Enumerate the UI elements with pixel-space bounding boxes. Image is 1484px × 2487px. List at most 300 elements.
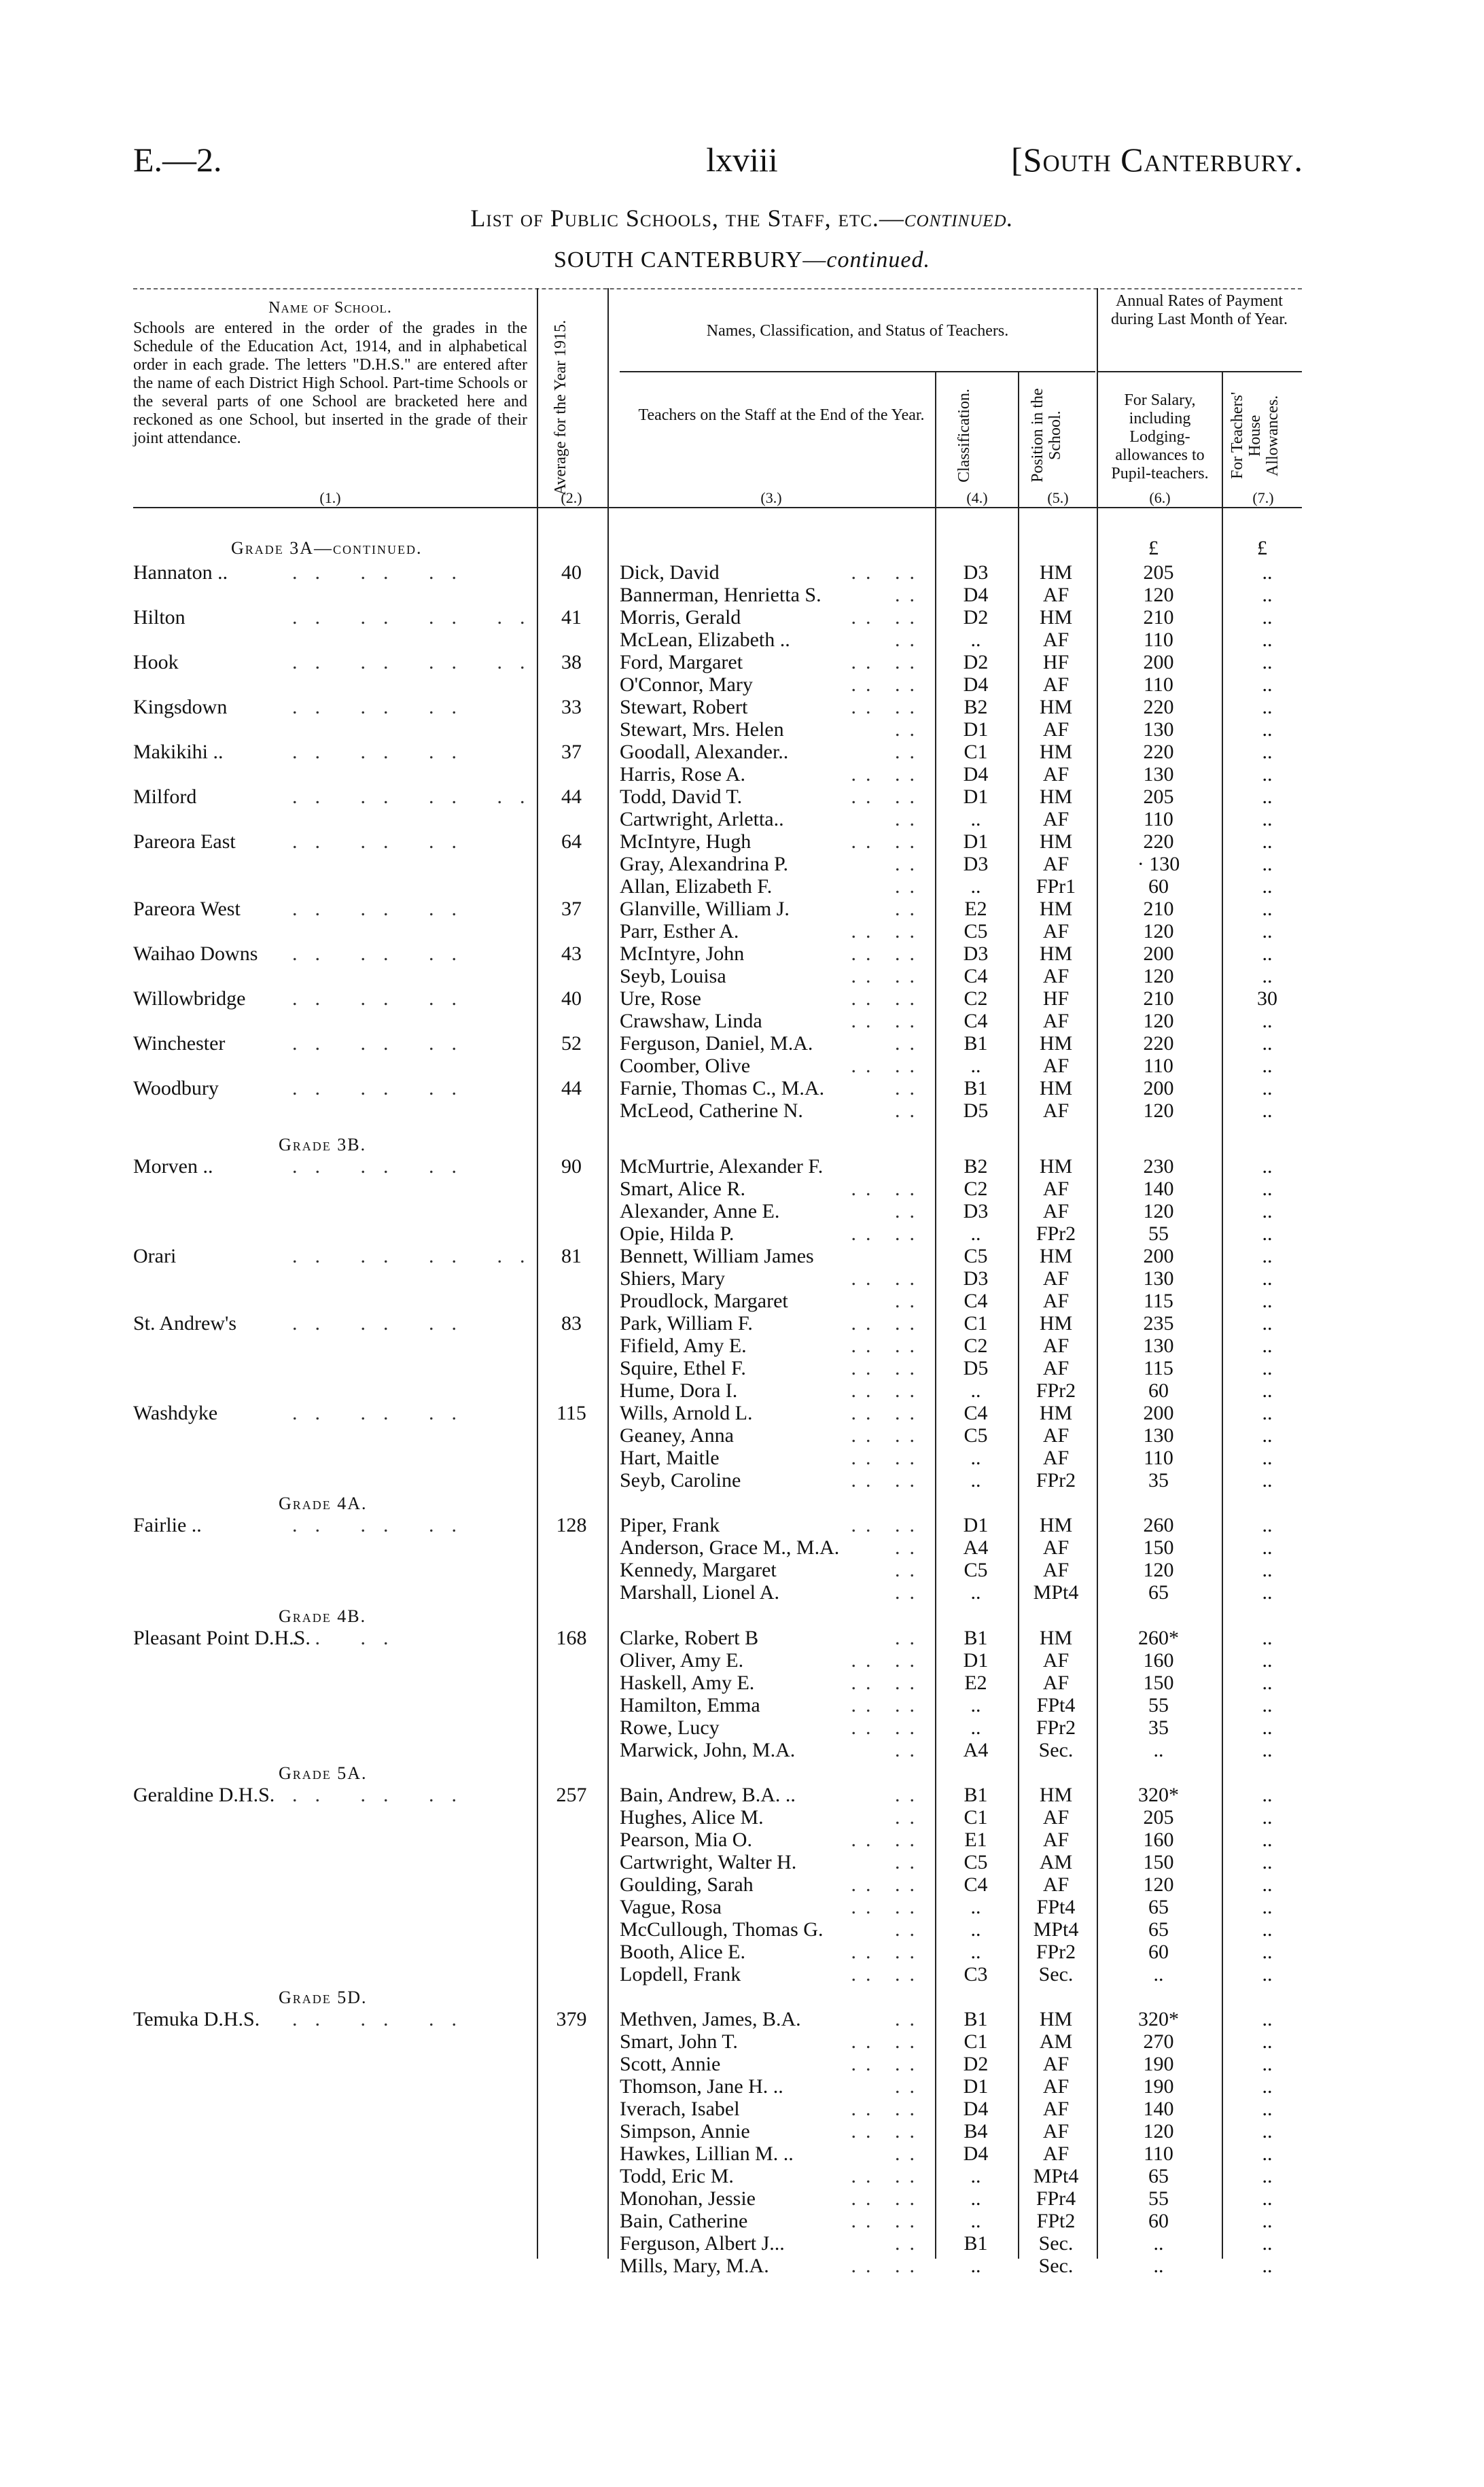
teacher-name: Seyb, Louisa	[620, 965, 726, 987]
classification: D2	[963, 651, 989, 673]
classification: D4	[963, 763, 989, 786]
leader-dots: ..	[895, 629, 924, 651]
leader-dots: ..	[895, 2232, 924, 2255]
teacher-name: Dick, David	[620, 561, 720, 584]
house-allowance: 30	[1257, 987, 1277, 1010]
leader-dots: .. ..	[851, 1178, 924, 1200]
leader-dots: .. ..	[851, 920, 924, 942]
leader-dots: ..	[895, 1806, 924, 1829]
classification: D5	[963, 1099, 989, 1122]
grade-label	[279, 1135, 366, 1155]
teacher-name: Anderson, Grace M., M.A.	[620, 1536, 840, 1559]
classification: D4	[963, 673, 989, 696]
classification: C4	[964, 965, 988, 987]
position: AM	[1039, 2030, 1073, 2053]
classification: B4	[964, 2120, 988, 2142]
position: HM	[1039, 1155, 1073, 1178]
salary: 260	[1143, 1514, 1174, 1536]
leader-dots: .. ..	[851, 1694, 924, 1716]
house-allowance: ..	[1262, 1290, 1273, 1312]
table-row	[0, 1222, 1484, 1245]
table-row	[0, 2165, 1484, 2187]
table-row	[0, 1099, 1484, 1122]
leader-dots: .. ..	[851, 2255, 924, 2277]
table-row	[0, 673, 1484, 696]
position: AF	[1042, 1829, 1070, 1851]
classification: ..	[970, 1055, 981, 1077]
page-number: lxviii	[706, 141, 778, 179]
salary: 35	[1148, 1716, 1169, 1739]
teacher-name: Ford, Margaret	[620, 651, 743, 673]
position: HM	[1039, 1627, 1073, 1649]
table-row	[0, 1627, 1484, 1649]
table-row	[0, 629, 1484, 651]
average-attendance: 40	[561, 561, 582, 584]
leader-dots: .. ..	[851, 651, 924, 673]
table-row	[0, 718, 1484, 741]
table-row	[0, 1672, 1484, 1694]
teacher-name: Crawshaw, Linda	[620, 1010, 762, 1032]
salary: 110	[1144, 1447, 1173, 1469]
school-name: Woodbury	[133, 1077, 219, 1099]
table-row	[0, 2187, 1484, 2210]
teacher-name: Goulding, Sarah	[620, 1873, 754, 1896]
classification: E2	[964, 1672, 987, 1694]
salary: 120	[1143, 920, 1174, 942]
teacher-name: Stewart, Mrs. Helen	[620, 718, 784, 741]
position: FPt2	[1036, 2210, 1076, 2232]
teacher-name: Smart, John T.	[620, 2030, 738, 2053]
house-allowance: ..	[1262, 1200, 1273, 1222]
position: Sec.	[1038, 2255, 1074, 2277]
position: AF	[1042, 1806, 1070, 1829]
leader-dots: ..	[895, 1627, 924, 1649]
position: HM	[1039, 2008, 1073, 2030]
teacher-name: Todd, Eric M.	[620, 2165, 734, 2187]
teacher-name: Marshall, Lionel A.	[620, 1581, 779, 1604]
table-row	[0, 1379, 1484, 1402]
school-name: Pareora West	[133, 898, 241, 920]
classification: D1	[963, 1514, 989, 1536]
table-row	[0, 1941, 1484, 1963]
leader-dots: .. ..	[851, 1941, 924, 1963]
house-allowance: ..	[1262, 2232, 1273, 2255]
teacher-name: Bennett, William James	[620, 1245, 814, 1267]
table-row	[0, 1290, 1484, 1312]
average-attendance: 83	[561, 1312, 582, 1335]
leader-dots: .. ..	[851, 1514, 924, 1536]
position: AM	[1039, 1851, 1073, 1873]
house-allowance: ..	[1262, 2008, 1273, 2030]
classification: ..	[970, 1918, 981, 1941]
leader-dots: .. ..	[851, 1335, 924, 1357]
teacher-name: Bain, Andrew, B.A. ..	[620, 1784, 796, 1806]
house-allowance: ..	[1262, 1245, 1273, 1267]
salary: 320*	[1138, 1784, 1179, 1806]
classification: D1	[963, 786, 989, 808]
average-attendance: 90	[561, 1155, 582, 1178]
classification: ..	[970, 629, 981, 651]
classification: D4	[963, 2098, 989, 2120]
leader-dots: ..	[895, 898, 924, 920]
salary: 130	[1143, 1335, 1174, 1357]
teacher-name: Kennedy, Margaret	[620, 1559, 777, 1581]
salary: 120	[1143, 584, 1174, 606]
classification: ..	[970, 2165, 981, 2187]
teacher-name: Ure, Rose	[620, 987, 701, 1010]
teacher-name: Glanville, William J.	[620, 898, 790, 920]
table-row	[0, 2142, 1484, 2165]
leader-dots: ..	[895, 1536, 924, 1559]
position: FPr1	[1036, 875, 1076, 898]
position: AF	[1042, 1099, 1070, 1122]
classification: B1	[964, 1077, 988, 1099]
leader-dots: .. ..	[851, 1402, 924, 1424]
teacher-name: Park, William F.	[620, 1312, 753, 1335]
house-allowance: ..	[1262, 808, 1273, 830]
school-name: Pleasant Point D.H.S.	[133, 1627, 311, 1649]
house-header: For Teachers' House Allowances.	[1229, 391, 1282, 480]
col-num-4: (4.)	[966, 489, 988, 506]
currency-salary: £	[1148, 537, 1159, 559]
salary: 270	[1143, 2030, 1174, 2053]
table-row	[0, 875, 1484, 898]
school-name: Makikihi ..	[133, 741, 224, 763]
house-allowance: ..	[1262, 1055, 1273, 1077]
page-ref: E.—2.	[133, 141, 222, 179]
salary: 210	[1143, 987, 1174, 1010]
house-allowance: ..	[1262, 965, 1273, 987]
house-allowance: ..	[1262, 741, 1273, 763]
position: AF	[1042, 808, 1070, 830]
table-row	[0, 2210, 1484, 2232]
leader-dots: .. .. ..	[292, 1402, 474, 1424]
position: AF	[1042, 853, 1070, 875]
leader-dots: .. ..	[851, 2210, 924, 2232]
header-bottom-rule	[133, 507, 1302, 508]
table-row	[0, 1424, 1484, 1447]
table-row	[0, 1312, 1484, 1335]
position: AF	[1042, 1536, 1070, 1559]
table-row	[0, 1649, 1484, 1672]
table-row	[0, 2075, 1484, 2098]
classification: E1	[964, 1829, 987, 1851]
house-allowance: ..	[1262, 1672, 1273, 1694]
salary: 115	[1144, 1290, 1173, 1312]
position: HM	[1039, 942, 1073, 965]
title-main: List of Public Schools, the Staff, etc.—	[470, 205, 904, 232]
salary: · 130	[1137, 853, 1180, 875]
teacher-name: Proudlock, Margaret	[620, 1290, 788, 1312]
position: HM	[1039, 1402, 1073, 1424]
position: MPt4	[1033, 1581, 1079, 1604]
position: AF	[1042, 1178, 1070, 1200]
position: AF	[1042, 1200, 1070, 1222]
position: HM	[1039, 786, 1073, 808]
table-row	[0, 1784, 1484, 1806]
salary: 205	[1143, 786, 1174, 808]
classification: D3	[963, 1267, 989, 1290]
leader-dots: .. .. .. ..	[292, 1245, 543, 1267]
house-allowance: ..	[1262, 2120, 1273, 2142]
leader-dots: ..	[895, 1739, 924, 1761]
position: AF	[1042, 1267, 1070, 1290]
table-row	[0, 830, 1484, 853]
position: HM	[1039, 830, 1073, 853]
teachers-group-rule	[620, 371, 1095, 372]
salary: 120	[1143, 1873, 1174, 1896]
salary: 60	[1148, 1379, 1169, 1402]
house-allowance: ..	[1262, 2075, 1273, 2098]
classification: C2	[964, 1178, 988, 1200]
salary: ..	[1153, 1739, 1164, 1761]
teachers-header: Teachers on the Staff at the End of the Year.	[638, 406, 925, 424]
classification: C5	[964, 920, 988, 942]
leader-dots: .. ..	[851, 1469, 924, 1492]
position: AF	[1042, 1873, 1070, 1896]
section-name: [South Canterbury.	[1011, 141, 1303, 179]
house-allowance: ..	[1262, 1357, 1273, 1379]
position: AF	[1042, 1335, 1070, 1357]
position: AF	[1042, 2075, 1070, 2098]
position: AF	[1042, 1290, 1070, 1312]
leader-dots: .. ..	[851, 2120, 924, 2142]
leader-dots: ..	[895, 1099, 924, 1122]
table-row	[0, 763, 1484, 786]
salary: 210	[1143, 898, 1174, 920]
leader-dots: .. ..	[851, 1716, 924, 1739]
house-allowance: ..	[1262, 1267, 1273, 1290]
table-row	[0, 1032, 1484, 1055]
average-attendance: 43	[561, 942, 582, 965]
salary: 140	[1143, 1178, 1174, 1200]
teacher-name: Fifield, Amy E.	[620, 1335, 747, 1357]
leader-dots: ..	[895, 875, 924, 898]
position: AF	[1042, 2053, 1070, 2075]
table-row	[0, 853, 1484, 875]
teacher-name: McIntyre, John	[620, 942, 745, 965]
table-row	[0, 2053, 1484, 2075]
salary: 220	[1143, 741, 1174, 763]
school-name: Winchester	[133, 1032, 226, 1055]
house-allowance: ..	[1262, 1335, 1273, 1357]
salary: 160	[1143, 1649, 1174, 1672]
leader-dots: .. ..	[851, 1829, 924, 1851]
salary: 220	[1143, 830, 1174, 853]
teacher-name: Oliver, Amy E.	[620, 1649, 744, 1672]
classification: ..	[970, 808, 981, 830]
table-row	[0, 2008, 1484, 2030]
classification: C5	[964, 1851, 988, 1873]
house-allowance: ..	[1262, 2187, 1273, 2210]
house-allowance: ..	[1262, 1649, 1273, 1672]
salary: 260*	[1138, 1627, 1179, 1649]
teacher-name: O'Connor, Mary	[620, 673, 753, 696]
salary: 150	[1143, 1672, 1174, 1694]
leader-dots: .. .. ..	[292, 987, 474, 1010]
leader-dots: .. ..	[851, 1267, 924, 1290]
classification: D3	[963, 853, 989, 875]
leader-dots: .. .. .. ..	[292, 786, 543, 808]
school-name: Hilton	[133, 606, 186, 629]
salary: 190	[1143, 2075, 1174, 2098]
position: HM	[1039, 1032, 1073, 1055]
grade-label	[279, 1763, 368, 1784]
salary: 60	[1148, 875, 1169, 898]
salary: 55	[1148, 2187, 1169, 2210]
house-allowance: ..	[1262, 1222, 1273, 1245]
classification: ..	[970, 1896, 981, 1918]
leader-dots: .. ..	[851, 1312, 924, 1335]
teacher-name: Cartwright, Arletta..	[620, 808, 784, 830]
house-allowance: ..	[1262, 1077, 1273, 1099]
teacher-name: Ferguson, Albert J...	[620, 2232, 785, 2255]
leader-dots: ..	[895, 1559, 924, 1581]
position: AF	[1042, 1672, 1070, 1694]
house-allowance: ..	[1262, 1424, 1273, 1447]
house-allowance: ..	[1262, 718, 1273, 741]
school-name: Waihao Downs	[133, 942, 258, 965]
position: HM	[1039, 1514, 1073, 1536]
leader-dots: ..	[895, 718, 924, 741]
leader-dots: .. .. ..	[292, 898, 474, 920]
table-row	[0, 651, 1484, 673]
house-allowance: ..	[1262, 830, 1273, 853]
salary: 130	[1143, 1267, 1174, 1290]
house-allowance: ..	[1262, 2053, 1273, 2075]
salary: 190	[1143, 2053, 1174, 2075]
house-allowance: ..	[1262, 1941, 1273, 1963]
house-allowance: ..	[1262, 1873, 1273, 1896]
house-allowance: ..	[1262, 1694, 1273, 1716]
position: HM	[1039, 741, 1073, 763]
position: AF	[1042, 718, 1070, 741]
classification: D1	[963, 2075, 989, 2098]
position-header: Position in the School.	[1029, 388, 1064, 483]
leader-dots: ..	[895, 1290, 924, 1312]
leader-dots: .. ..	[851, 1424, 924, 1447]
position: AF	[1042, 1357, 1070, 1379]
classification-header: Classification.	[955, 389, 973, 482]
house-allowance: ..	[1262, 1806, 1273, 1829]
classification: C1	[964, 2030, 988, 2053]
table-row	[0, 561, 1484, 584]
table-row	[0, 1055, 1484, 1077]
table-row	[0, 1514, 1484, 1536]
subtitle-continued: continued.	[826, 247, 930, 272]
table-row	[0, 1716, 1484, 1739]
salary: 35	[1148, 1469, 1169, 1492]
leader-dots: .. .. ..	[292, 1514, 474, 1536]
average-attendance: 64	[561, 830, 582, 853]
position: AF	[1042, 2142, 1070, 2165]
leader-dots: .. ..	[851, 1447, 924, 1469]
house-allowance: ..	[1262, 1627, 1273, 1649]
classification: ..	[970, 875, 981, 898]
teacher-name: Hamilton, Emma	[620, 1694, 760, 1716]
salary: 110	[1144, 808, 1173, 830]
leader-dots: ..	[895, 1200, 924, 1222]
salary: 110	[1144, 2142, 1173, 2165]
average-attendance: 128	[556, 1514, 587, 1536]
col-num-2: (2.)	[561, 489, 582, 506]
col-num-5: (5.)	[1047, 489, 1069, 506]
leader-dots: .. .. ..	[292, 1155, 474, 1178]
salary: 200	[1143, 1402, 1174, 1424]
teacher-name: Booth, Alice E.	[620, 1941, 745, 1963]
table-row	[0, 1155, 1484, 1178]
house-allowance: ..	[1262, 561, 1273, 584]
salary-header: For Salary, including Lodging-allowances to Pupil-teachers.	[1111, 391, 1209, 482]
table-row	[0, 1581, 1484, 1604]
page-subtitle	[0, 247, 1484, 273]
average-attendance: 37	[561, 898, 582, 920]
classification: A4	[963, 1536, 989, 1559]
house-allowance: ..	[1262, 1402, 1273, 1424]
salary: 130	[1143, 718, 1174, 741]
table-row	[0, 2098, 1484, 2120]
position: FPr2	[1036, 1469, 1076, 1492]
classification: ..	[970, 1379, 981, 1402]
leader-dots: .. ..	[851, 1055, 924, 1077]
average-attendance: 115	[556, 1402, 586, 1424]
position: Sec.	[1038, 1963, 1074, 1986]
salary: 220	[1143, 1032, 1174, 1055]
grade-label	[279, 1988, 368, 2008]
salary: 60	[1148, 2210, 1169, 2232]
classification: C1	[964, 1312, 988, 1335]
position: MPt4	[1033, 2165, 1079, 2187]
teacher-name: McLean, Elizabeth ..	[620, 629, 790, 651]
table-row	[0, 965, 1484, 987]
table-row	[0, 1447, 1484, 1469]
leader-dots: ..	[895, 1918, 924, 1941]
grade-label	[279, 1494, 368, 1514]
leader-dots: .. .. .. ..	[292, 651, 543, 673]
position: AF	[1042, 1424, 1070, 1447]
rates-group-header: Annual Rates of Payment during Last Month of Year.	[1111, 292, 1288, 328]
teacher-name: Seyb, Caroline	[620, 1469, 741, 1492]
house-allowance: ..	[1262, 651, 1273, 673]
average-attendance: 40	[561, 987, 582, 1010]
salary: 220	[1143, 696, 1174, 718]
classification: D1	[963, 830, 989, 853]
leader-dots: ..	[895, 741, 924, 763]
leader-dots: .. ..	[851, 2098, 924, 2120]
average-attendance: 37	[561, 741, 582, 763]
classification: D3	[963, 942, 989, 965]
leader-dots: ..	[895, 1581, 924, 1604]
salary: 320*	[1138, 2008, 1179, 2030]
teachers-group-header: Names, Classification, and Status of Teachers.	[706, 322, 1009, 340]
leader-dots: .. ..	[851, 1649, 924, 1672]
position: MPt4	[1033, 1918, 1079, 1941]
house-allowance: ..	[1262, 1963, 1273, 1986]
teacher-name: Wills, Arnold L.	[620, 1402, 753, 1424]
average-attendance: 38	[561, 651, 582, 673]
average-attendance: 257	[556, 1784, 587, 1806]
teacher-name: Thomson, Jane H. ..	[620, 2075, 783, 2098]
position: AF	[1042, 1010, 1070, 1032]
position: FPr2	[1036, 1941, 1076, 1963]
teacher-name: Marwick, John, M.A.	[620, 1739, 796, 1761]
house-allowance: ..	[1262, 942, 1273, 965]
teacher-name: Alexander, Anne E.	[620, 1200, 780, 1222]
teacher-name: Bannerman, Henrietta S.	[620, 584, 822, 606]
position: AF	[1042, 1055, 1070, 1077]
classification: D5	[963, 1357, 989, 1379]
leader-dots: .. ..	[851, 987, 924, 1010]
